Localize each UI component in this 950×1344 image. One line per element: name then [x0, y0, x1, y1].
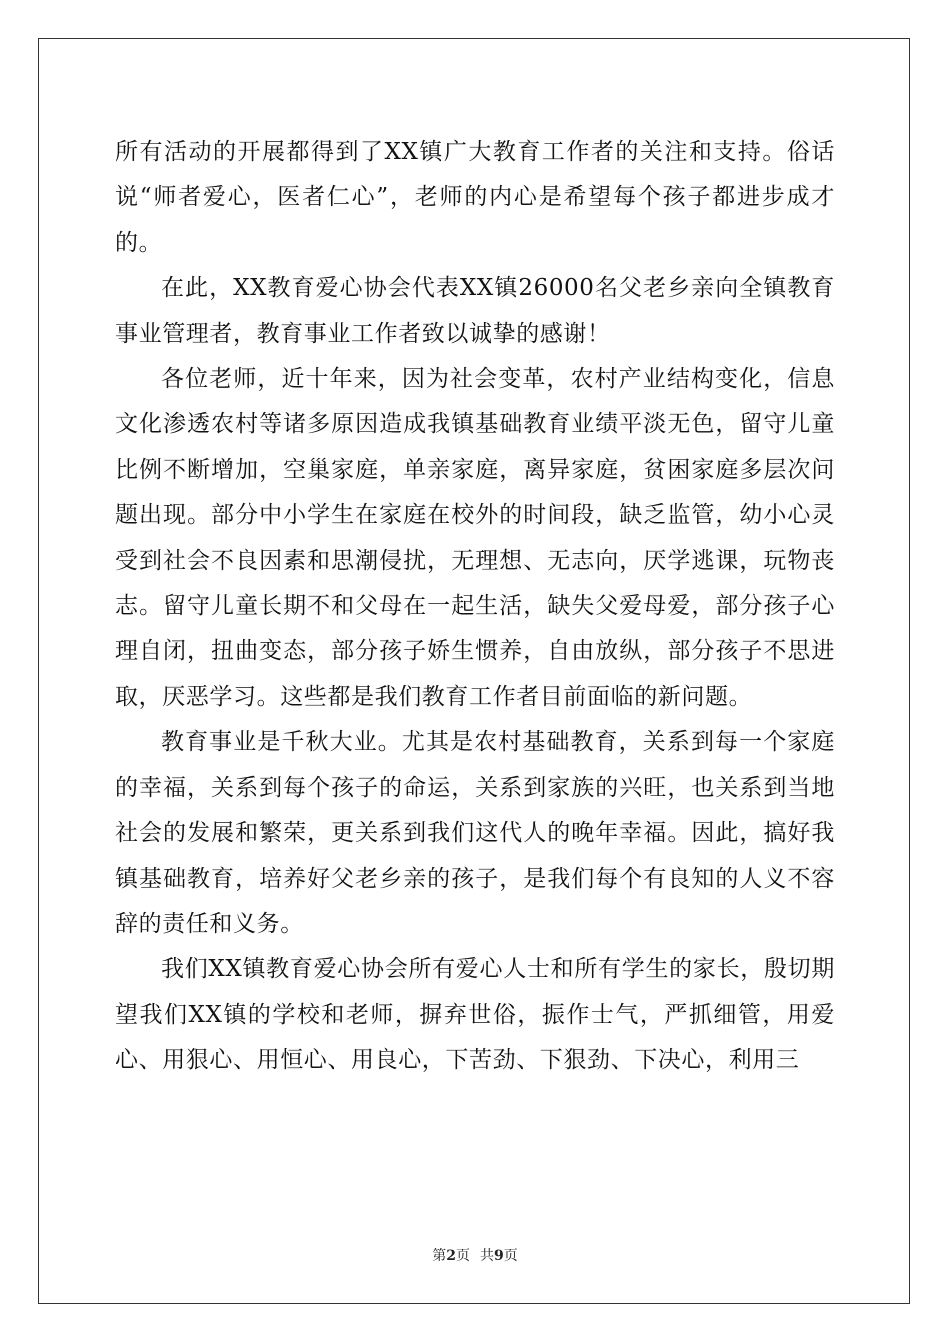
paragraph-problems: 各位老师，近十年来，因为社会变革，农村产业结构变化，信息文化渗透农村等诸多原因造成我镇基础教育业绩平淡无色，留守儿童比例不断增加，空巢家庭，单亲家庭，离异家庭，贫困家庭多层次问题出现。部分中小学生在家庭在校外的时间段，缺乏监管，幼小心灵受到社会不良因素和思潮侵扰，无理想、无志向，厌学逃课，玩物丧志。留守儿童长期不和父母在一起生活，缺失父爱母爱，部分孩子心理自闭，扭曲变态，部分孩子娇生惯养，自由放纵，部分孩子不思进取，厌恶学习。这些都是我们教育工作者目前面临的新问题。 — [115, 366, 835, 710]
total-suffix: 页 — [503, 1248, 518, 1264]
page-footer — [0, 1247, 950, 1265]
paragraph-education-importance: 教育事业是千秋大业。尤其是农村基础教育，关系到每一个家庭的幸福，关系到每个孩子的命运，关系到家族的兴旺，也关系到当地社会的发展和繁荣，更关系到我们这代人的晚年幸福。因此，搞好我镇基础教育，培养好父老乡亲的孩子，是我们每个有良知的人义不容辞的责任和义务。 — [115, 729, 835, 937]
page-suffix: 页 — [456, 1248, 470, 1264]
paragraph-continued: 所有活动的开展都得到了XX镇广大教育工作者的关注和支持。俗话说“师者爱心，医者仁心”，老师的内心是希望每个孩子都进步成才的。 — [115, 139, 835, 256]
paragraph-expectations: 我们XX镇教育爱心协会所有爱心人士和所有学生的家长，殷切期望我们XX镇的学校和老师，摒弃世俗，振作士气，严抓细管，用爱心、用狠心、用恒心、用良心，下苦劲、下狠劲、下决心，利用三 — [115, 956, 835, 1074]
paragraph-thanks: 在此，XX教育爱心协会代表XX镇26000名父老乡亲向全镇教育事业管理者，教育事业工作者致以诚挚的感谢！ — [115, 275, 835, 347]
total-prefix: 共 — [480, 1248, 494, 1264]
document-body — [115, 130, 835, 1084]
total-pages: 9 — [494, 1248, 504, 1264]
page-prefix: 第 — [432, 1248, 447, 1264]
page-number: 2 — [446, 1248, 456, 1264]
